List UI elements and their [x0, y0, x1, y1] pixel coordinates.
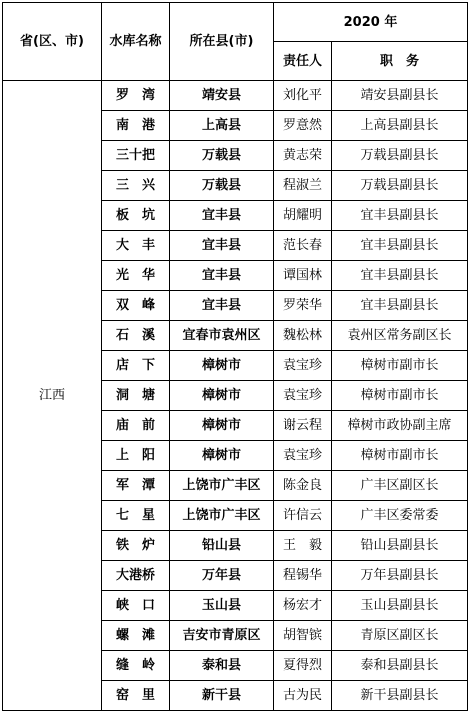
reservoir-name-cell: 石 溪	[102, 321, 170, 351]
responsible-person-cell: 胡智镔	[274, 621, 332, 651]
responsible-person-cell: 夏得烈	[274, 651, 332, 681]
county-cell: 宜丰县	[170, 291, 274, 321]
county-cell: 宜丰县	[170, 261, 274, 291]
header-person: 责任人	[274, 42, 332, 81]
responsible-person-cell: 许信云	[274, 501, 332, 531]
responsible-person-cell: 袁宝珍	[274, 441, 332, 471]
county-cell: 泰和县	[170, 651, 274, 681]
province-cell: 江西	[3, 81, 102, 711]
reservoir-name-cell: 铁 炉	[102, 531, 170, 561]
responsible-person-cell: 袁宝珍	[274, 351, 332, 381]
position-cell: 玉山县副县长	[332, 591, 468, 621]
position-cell: 宜丰县副县长	[332, 201, 468, 231]
responsible-person-cell: 王 毅	[274, 531, 332, 561]
responsible-person-cell: 胡耀明	[274, 201, 332, 231]
responsible-person-cell: 杨宏才	[274, 591, 332, 621]
header-reservoir: 水库名称	[102, 3, 170, 81]
reservoir-name-cell: 南 港	[102, 111, 170, 141]
county-cell: 万载县	[170, 171, 274, 201]
responsible-person-cell: 古为民	[274, 681, 332, 711]
county-cell: 万年县	[170, 561, 274, 591]
reservoir-name-cell: 洞 塘	[102, 381, 170, 411]
county-cell: 樟树市	[170, 381, 274, 411]
table-row	[3, 81, 468, 111]
header-position: 职 务	[332, 42, 468, 81]
responsible-person-cell: 罗荣华	[274, 291, 332, 321]
position-cell: 宜丰县副县长	[332, 261, 468, 291]
position-cell: 樟树市副市长	[332, 441, 468, 471]
header-province: 省(区、市)	[3, 3, 102, 81]
position-cell: 樟树市政协副主席	[332, 411, 468, 441]
position-cell: 新干县副县长	[332, 681, 468, 711]
position-cell: 广丰区委常委	[332, 501, 468, 531]
responsible-person-cell: 陈金良	[274, 471, 332, 501]
responsible-person-cell: 谢云程	[274, 411, 332, 441]
county-cell: 宜丰县	[170, 231, 274, 261]
position-cell: 樟树市副市长	[332, 381, 468, 411]
reservoir-name-cell: 上 阳	[102, 441, 170, 471]
reservoir-name-cell: 峡 口	[102, 591, 170, 621]
position-cell: 靖安县副县长	[332, 81, 468, 111]
reservoir-name-cell: 双 峰	[102, 291, 170, 321]
position-cell: 宜丰县副县长	[332, 291, 468, 321]
county-cell: 宜丰县	[170, 201, 274, 231]
reservoir-name-cell: 军 潭	[102, 471, 170, 501]
reservoir-name-cell: 三 兴	[102, 171, 170, 201]
responsible-person-cell: 程淑兰	[274, 171, 332, 201]
position-cell: 铅山县副县长	[332, 531, 468, 561]
reservoir-responsibility-table	[2, 2, 468, 711]
position-cell: 万年县副县长	[332, 561, 468, 591]
reservoir-name-cell: 窑 里	[102, 681, 170, 711]
reservoir-name-cell: 七 星	[102, 501, 170, 531]
county-cell: 樟树市	[170, 351, 274, 381]
county-cell: 上饶市广丰区	[170, 501, 274, 531]
reservoir-name-cell: 螺 滩	[102, 621, 170, 651]
county-cell: 玉山县	[170, 591, 274, 621]
reservoir-name-cell: 光 华	[102, 261, 170, 291]
reservoir-name-cell: 大港桥	[102, 561, 170, 591]
position-cell: 万载县副县长	[332, 141, 468, 171]
position-cell: 上高县副县长	[332, 111, 468, 141]
county-cell: 新干县	[170, 681, 274, 711]
position-cell: 青原区副区长	[332, 621, 468, 651]
header-county: 所在县(市)	[170, 3, 274, 81]
county-cell: 铅山县	[170, 531, 274, 561]
reservoir-name-cell: 罗 湾	[102, 81, 170, 111]
position-cell: 广丰区副区长	[332, 471, 468, 501]
county-cell: 万载县	[170, 141, 274, 171]
county-cell: 靖安县	[170, 81, 274, 111]
responsible-person-cell: 袁宝珍	[274, 381, 332, 411]
reservoir-name-cell: 庙 前	[102, 411, 170, 441]
county-cell: 吉安市青原区	[170, 621, 274, 651]
table-body	[3, 81, 468, 711]
position-cell: 袁州区常务副区长	[332, 321, 468, 351]
county-cell: 樟树市	[170, 411, 274, 441]
responsible-person-cell: 黄志荣	[274, 141, 332, 171]
responsible-person-cell: 范长春	[274, 231, 332, 261]
county-cell: 上高县	[170, 111, 274, 141]
responsible-person-cell: 程锡华	[274, 561, 332, 591]
position-cell: 万载县副县长	[332, 171, 468, 201]
county-cell: 上饶市广丰区	[170, 471, 274, 501]
reservoir-name-cell: 缝 岭	[102, 651, 170, 681]
reservoir-name-cell: 大 丰	[102, 231, 170, 261]
reservoir-name-cell: 板 坑	[102, 201, 170, 231]
responsible-person-cell: 谭国林	[274, 261, 332, 291]
position-cell: 泰和县副县长	[332, 651, 468, 681]
header-year: 2020 年	[274, 3, 468, 42]
responsible-person-cell: 魏松林	[274, 321, 332, 351]
reservoir-name-cell: 三十把	[102, 141, 170, 171]
reservoir-name-cell: 店 下	[102, 351, 170, 381]
responsible-person-cell: 罗意然	[274, 111, 332, 141]
county-cell: 樟树市	[170, 441, 274, 471]
responsible-person-cell: 刘化平	[274, 81, 332, 111]
position-cell: 宜丰县副县长	[332, 231, 468, 261]
position-cell: 樟树市副市长	[332, 351, 468, 381]
county-cell: 宜春市袁州区	[170, 321, 274, 351]
